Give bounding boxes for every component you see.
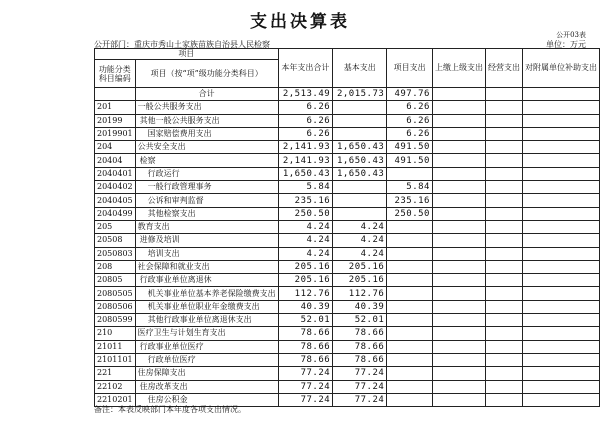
row-basic-value: 2,015.73 bbox=[333, 88, 387, 101]
row-total-value: 1,650.43 bbox=[278, 167, 333, 180]
row-code: 22102 bbox=[95, 380, 136, 393]
row-upper-value bbox=[432, 314, 485, 327]
row-subsidy-value bbox=[522, 287, 599, 300]
row-project-value bbox=[387, 314, 433, 327]
table-row bbox=[95, 274, 600, 287]
row-business-value bbox=[485, 114, 522, 127]
row-business-value bbox=[485, 340, 522, 353]
row-subsidy-value bbox=[522, 353, 599, 366]
table-row bbox=[95, 247, 600, 260]
row-business-value bbox=[485, 300, 522, 313]
row-code: 221 bbox=[95, 367, 136, 380]
table-row bbox=[95, 300, 600, 313]
row-basic-value bbox=[333, 207, 387, 220]
row-total-value: 112.76 bbox=[278, 287, 333, 300]
table-row bbox=[95, 260, 600, 273]
row-basic-value bbox=[333, 181, 387, 194]
row-upper-value bbox=[432, 127, 485, 140]
row-upper-value bbox=[432, 181, 485, 194]
row-code: 2101101 bbox=[95, 353, 136, 366]
row-code: 2040499 bbox=[95, 207, 136, 220]
row-project-value: 6.26 bbox=[387, 127, 433, 140]
row-upper-value bbox=[432, 300, 485, 313]
row-basic-value bbox=[333, 194, 387, 207]
row-business-value bbox=[485, 101, 522, 114]
basic-column-header: 基本支出 bbox=[333, 49, 387, 88]
row-item-name: 合计 bbox=[135, 88, 278, 101]
row-basic-value: 52.01 bbox=[333, 314, 387, 327]
row-code bbox=[95, 88, 136, 101]
row-project-value bbox=[387, 220, 433, 233]
row-code: 2040405 bbox=[95, 194, 136, 207]
table-row bbox=[95, 167, 600, 180]
row-item-name: 进修及培训 bbox=[135, 234, 278, 247]
row-item-name: 一般行政管理事务 bbox=[135, 181, 278, 194]
row-total-value: 205.16 bbox=[278, 260, 333, 273]
row-item-name: 行政事业单位医疗 bbox=[135, 340, 278, 353]
table-row bbox=[95, 207, 600, 220]
row-total-value: 6.26 bbox=[278, 127, 333, 140]
row-subsidy-value bbox=[522, 327, 599, 340]
business-column-header: 经营支出 bbox=[485, 49, 522, 88]
item-group-header: 项目 bbox=[95, 49, 279, 60]
row-code: 208 bbox=[95, 260, 136, 273]
row-item-name: 教育支出 bbox=[135, 220, 278, 233]
row-total-value: 2,141.93 bbox=[278, 141, 333, 154]
row-upper-value bbox=[432, 101, 485, 114]
row-project-value: 491.50 bbox=[387, 141, 433, 154]
table-row bbox=[95, 340, 600, 353]
row-project-value: 497.76 bbox=[387, 88, 433, 101]
row-basic-value: 77.24 bbox=[333, 367, 387, 380]
row-item-name: 其他检察支出 bbox=[135, 207, 278, 220]
row-project-value bbox=[387, 167, 433, 180]
table-row bbox=[95, 101, 600, 114]
table-row bbox=[95, 380, 600, 393]
row-project-value bbox=[387, 393, 433, 406]
row-item-name: 行政事业单位离退休 bbox=[135, 274, 278, 287]
table-row bbox=[95, 353, 600, 366]
row-upper-value bbox=[432, 234, 485, 247]
table-row bbox=[95, 114, 600, 127]
row-subsidy-value bbox=[522, 247, 599, 260]
row-subsidy-value bbox=[522, 88, 599, 101]
row-subsidy-value bbox=[522, 274, 599, 287]
row-item-name: 机关事业单位基本养老保险缴费支出 bbox=[135, 287, 278, 300]
table-body bbox=[95, 88, 600, 407]
row-total-value: 77.24 bbox=[278, 367, 333, 380]
row-project-value bbox=[387, 247, 433, 260]
row-item-name: 住房保障支出 bbox=[135, 367, 278, 380]
row-upper-value bbox=[432, 340, 485, 353]
row-subsidy-value bbox=[522, 300, 599, 313]
row-code: 2080506 bbox=[95, 300, 136, 313]
row-business-value bbox=[485, 274, 522, 287]
row-code: 205 bbox=[95, 220, 136, 233]
row-business-value bbox=[485, 380, 522, 393]
row-basic-value bbox=[333, 114, 387, 127]
table-row bbox=[95, 194, 600, 207]
row-business-value bbox=[485, 207, 522, 220]
row-subsidy-value bbox=[522, 141, 599, 154]
row-project-value: 6.26 bbox=[387, 114, 433, 127]
row-item-name: 培训支出 bbox=[135, 247, 278, 260]
row-upper-value bbox=[432, 88, 485, 101]
row-basic-value: 78.66 bbox=[333, 353, 387, 366]
row-project-value: 6.26 bbox=[387, 101, 433, 114]
row-item-name: 一般公共服务支出 bbox=[135, 101, 278, 114]
row-item-name: 住房公积金 bbox=[135, 393, 278, 406]
code-column-header: 功能分类科目编码 bbox=[95, 60, 136, 88]
row-total-value: 40.39 bbox=[278, 300, 333, 313]
row-code: 20508 bbox=[95, 234, 136, 247]
row-project-value: 5.84 bbox=[387, 181, 433, 194]
row-upper-value bbox=[432, 274, 485, 287]
row-total-value: 250.50 bbox=[278, 207, 333, 220]
row-subsidy-value bbox=[522, 367, 599, 380]
row-code: 20404 bbox=[95, 154, 136, 167]
row-item-name: 住房改革支出 bbox=[135, 380, 278, 393]
row-subsidy-value bbox=[522, 340, 599, 353]
row-business-value bbox=[485, 141, 522, 154]
row-upper-value bbox=[432, 114, 485, 127]
row-subsidy-value bbox=[522, 220, 599, 233]
row-subsidy-value bbox=[522, 234, 599, 247]
row-total-value: 6.26 bbox=[278, 101, 333, 114]
table-row bbox=[95, 181, 600, 194]
row-basic-value: 1,650.43 bbox=[333, 154, 387, 167]
table-row bbox=[95, 88, 600, 101]
row-item-name: 机关事业单位职业年金缴费支出 bbox=[135, 300, 278, 313]
row-upper-value bbox=[432, 367, 485, 380]
row-project-value bbox=[387, 260, 433, 273]
row-code: 2080599 bbox=[95, 314, 136, 327]
row-total-value: 205.16 bbox=[278, 274, 333, 287]
row-code: 2050803 bbox=[95, 247, 136, 260]
row-basic-value: 4.24 bbox=[333, 234, 387, 247]
row-business-value bbox=[485, 220, 522, 233]
row-upper-value bbox=[432, 287, 485, 300]
row-project-value bbox=[387, 274, 433, 287]
table-row bbox=[95, 141, 600, 154]
row-code: 21011 bbox=[95, 340, 136, 353]
row-subsidy-value bbox=[522, 207, 599, 220]
row-upper-value bbox=[432, 141, 485, 154]
row-project-value bbox=[387, 340, 433, 353]
row-basic-value bbox=[333, 127, 387, 140]
row-basic-value: 78.66 bbox=[333, 327, 387, 340]
row-item-name: 行政单位医疗 bbox=[135, 353, 278, 366]
row-upper-value bbox=[432, 353, 485, 366]
row-item-name: 检察 bbox=[135, 154, 278, 167]
row-code: 20199 bbox=[95, 114, 136, 127]
name-column-header: 项目（按“项”级功能分类科目） bbox=[135, 60, 278, 88]
row-item-name: 行政运行 bbox=[135, 167, 278, 180]
total-column-header: 本年支出合计 bbox=[278, 49, 333, 88]
table-row bbox=[95, 234, 600, 247]
upper-column-header: 上缴上级支出 bbox=[432, 49, 485, 88]
row-total-value: 2,141.93 bbox=[278, 154, 333, 167]
row-business-value bbox=[485, 314, 522, 327]
row-total-value: 78.66 bbox=[278, 327, 333, 340]
row-item-name: 其他一般公共服务支出 bbox=[135, 114, 278, 127]
row-business-value bbox=[485, 167, 522, 180]
expenditure-table bbox=[94, 48, 600, 407]
row-total-value: 235.16 bbox=[278, 194, 333, 207]
row-total-value: 77.24 bbox=[278, 393, 333, 406]
row-item-name: 国家赔偿费用支出 bbox=[135, 127, 278, 140]
table-row bbox=[95, 327, 600, 340]
row-upper-value bbox=[432, 167, 485, 180]
row-item-name: 公诉和审判监督 bbox=[135, 194, 278, 207]
row-upper-value bbox=[432, 327, 485, 340]
row-business-value bbox=[485, 367, 522, 380]
row-subsidy-value bbox=[522, 167, 599, 180]
table-row bbox=[95, 154, 600, 167]
row-basic-value: 77.24 bbox=[333, 393, 387, 406]
row-subsidy-value bbox=[522, 154, 599, 167]
row-business-value bbox=[485, 353, 522, 366]
row-project-value bbox=[387, 327, 433, 340]
row-subsidy-value bbox=[522, 393, 599, 406]
row-business-value bbox=[485, 127, 522, 140]
row-basic-value bbox=[333, 101, 387, 114]
row-basic-value: 205.16 bbox=[333, 274, 387, 287]
table-row bbox=[95, 367, 600, 380]
row-total-value: 78.66 bbox=[278, 340, 333, 353]
form-number: 公开03表 bbox=[556, 31, 586, 39]
row-code: 2040402 bbox=[95, 181, 136, 194]
row-basic-value: 78.66 bbox=[333, 340, 387, 353]
row-business-value bbox=[485, 181, 522, 194]
row-subsidy-value bbox=[522, 314, 599, 327]
row-code: 2040401 bbox=[95, 167, 136, 180]
row-code: 20805 bbox=[95, 274, 136, 287]
row-total-value: 77.24 bbox=[278, 380, 333, 393]
row-subsidy-value bbox=[522, 181, 599, 194]
row-code: 2210201 bbox=[95, 393, 136, 406]
row-business-value bbox=[485, 194, 522, 207]
row-project-value bbox=[387, 380, 433, 393]
row-basic-value: 40.39 bbox=[333, 300, 387, 313]
row-business-value bbox=[485, 287, 522, 300]
table-row bbox=[95, 314, 600, 327]
row-code: 204 bbox=[95, 141, 136, 154]
row-item-name: 医疗卫生与计划生育支出 bbox=[135, 327, 278, 340]
table-row bbox=[95, 220, 600, 233]
row-upper-value bbox=[432, 194, 485, 207]
row-code: 201 bbox=[95, 101, 136, 114]
row-upper-value bbox=[432, 393, 485, 406]
row-subsidy-value bbox=[522, 114, 599, 127]
row-basic-value: 112.76 bbox=[333, 287, 387, 300]
row-upper-value bbox=[432, 154, 485, 167]
row-business-value bbox=[485, 327, 522, 340]
row-subsidy-value bbox=[522, 260, 599, 273]
row-total-value: 2,513.49 bbox=[278, 88, 333, 101]
row-item-name: 社会保障和就业支出 bbox=[135, 260, 278, 273]
row-business-value bbox=[485, 393, 522, 406]
row-total-value: 4.24 bbox=[278, 247, 333, 260]
row-item-name: 其他行政事业单位离退休支出 bbox=[135, 314, 278, 327]
row-total-value: 4.24 bbox=[278, 234, 333, 247]
subsidy-column-header: 对附属单位补助支出 bbox=[522, 49, 599, 88]
row-project-value bbox=[387, 234, 433, 247]
row-total-value: 52.01 bbox=[278, 314, 333, 327]
row-project-value: 491.50 bbox=[387, 154, 433, 167]
row-upper-value bbox=[432, 247, 485, 260]
row-item-name: 公共安全支出 bbox=[135, 141, 278, 154]
row-business-value bbox=[485, 247, 522, 260]
row-total-value: 78.66 bbox=[278, 353, 333, 366]
row-project-value: 235.16 bbox=[387, 194, 433, 207]
row-project-value bbox=[387, 367, 433, 380]
row-total-value: 4.24 bbox=[278, 220, 333, 233]
row-basic-value: 1,650.43 bbox=[333, 167, 387, 180]
table-row bbox=[95, 287, 600, 300]
row-code: 2080505 bbox=[95, 287, 136, 300]
project-column-header: 项目支出 bbox=[387, 49, 433, 88]
row-upper-value bbox=[432, 260, 485, 273]
page-title: 支出决算表 bbox=[250, 12, 350, 32]
row-business-value bbox=[485, 260, 522, 273]
table-row bbox=[95, 127, 600, 140]
row-basic-value: 77.24 bbox=[333, 380, 387, 393]
row-total-value: 5.84 bbox=[278, 181, 333, 194]
row-project-value bbox=[387, 300, 433, 313]
row-code: 210 bbox=[95, 327, 136, 340]
row-total-value: 6.26 bbox=[278, 114, 333, 127]
unit-label: 单位：万元 bbox=[546, 40, 586, 49]
row-project-value: 250.50 bbox=[387, 207, 433, 220]
row-upper-value bbox=[432, 220, 485, 233]
row-basic-value: 4.24 bbox=[333, 220, 387, 233]
row-subsidy-value bbox=[522, 194, 599, 207]
row-code: 2019901 bbox=[95, 127, 136, 140]
row-basic-value: 205.16 bbox=[333, 260, 387, 273]
footnote: 备注：本表反映部门本年度各项支出情况。 bbox=[94, 405, 246, 414]
row-business-value bbox=[485, 154, 522, 167]
row-project-value bbox=[387, 353, 433, 366]
row-business-value bbox=[485, 88, 522, 101]
row-business-value bbox=[485, 234, 522, 247]
row-subsidy-value bbox=[522, 127, 599, 140]
row-basic-value: 4.24 bbox=[333, 247, 387, 260]
row-subsidy-value bbox=[522, 380, 599, 393]
row-upper-value bbox=[432, 380, 485, 393]
row-subsidy-value bbox=[522, 101, 599, 114]
row-basic-value: 1,650.43 bbox=[333, 141, 387, 154]
row-project-value bbox=[387, 287, 433, 300]
department-label: 公开部门：重庆市秀山土家族苗族自治县人民检察 bbox=[94, 40, 270, 49]
row-upper-value bbox=[432, 207, 485, 220]
